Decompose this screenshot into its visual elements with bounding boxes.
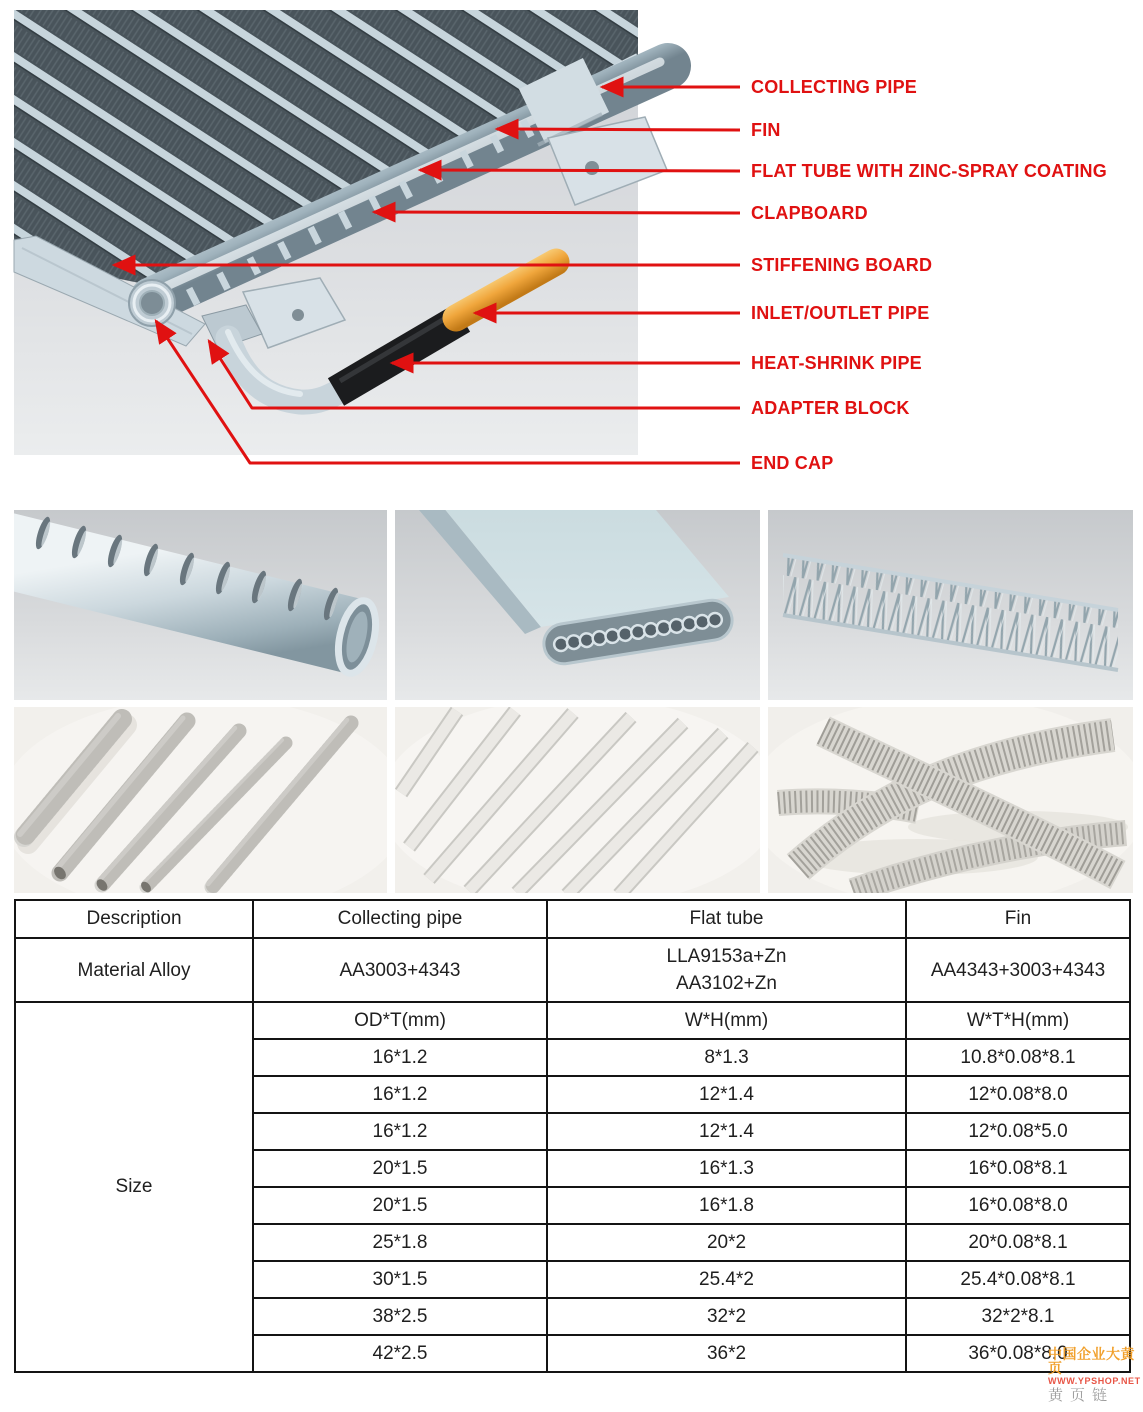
fin-strips-photo-image xyxy=(768,707,1133,893)
table-header-row xyxy=(15,900,1130,938)
size-cell: 12*1.4 xyxy=(547,1113,906,1150)
size-cell: 38*2.5 xyxy=(253,1298,547,1335)
size-cell: 8*1.3 xyxy=(547,1039,906,1076)
spec-table xyxy=(14,899,1131,1373)
size-cell: 16*1.2 xyxy=(253,1076,547,1113)
size-cell: 20*1.5 xyxy=(253,1150,547,1187)
size-cell: 25*1.8 xyxy=(253,1224,547,1261)
watermark-line1: 中国企业大黄页 xyxy=(1048,1346,1135,1376)
serpentine-fin-render-image xyxy=(768,510,1133,700)
size-unit-row xyxy=(15,1002,1130,1039)
col-header-description: Description xyxy=(15,900,253,938)
size-cell: 16*1.8 xyxy=(547,1187,906,1224)
collecting-pipe-render-image xyxy=(14,510,387,700)
material-flat-tube-line1: LLA9153a+Zn xyxy=(666,946,787,967)
size-cell: 12*0.08*8.0 xyxy=(906,1076,1130,1113)
col-header-flat-tube: Flat tube xyxy=(547,900,906,938)
label-inlet-outlet-pipe: INLET/OUTLET PIPE xyxy=(751,303,930,323)
label-fin: FIN xyxy=(751,120,781,140)
col-header-fin: Fin xyxy=(906,900,1130,938)
watermark-line2: WWW.YPSHOP.NET xyxy=(1048,1376,1141,1386)
material-alloy-label: Material Alloy xyxy=(15,938,253,1002)
watermark-line3: 黄页链 xyxy=(1048,1387,1115,1404)
size-cell: 12*1.4 xyxy=(547,1076,906,1113)
aluminum-pipes-photo-image xyxy=(14,707,387,893)
label-flat-tube: FLAT TUBE WITH ZINC-SPRAY COATING xyxy=(751,161,1107,181)
unit-flat-tube: W*H(mm) xyxy=(547,1002,906,1039)
heat-exchanger-render xyxy=(0,0,1143,500)
label-clapboard: CLAPBOARD xyxy=(751,203,868,223)
size-cell: 25.4*2 xyxy=(547,1261,906,1298)
size-cell: 25.4*0.08*8.1 xyxy=(906,1261,1130,1298)
size-cell: 16*1.3 xyxy=(547,1150,906,1187)
size-cell: 36*0.08*8.0 xyxy=(906,1335,1130,1372)
size-cell: 36*2 xyxy=(547,1335,906,1372)
material-fin: AA4343+3003+4343 xyxy=(906,938,1130,1002)
size-cell: 20*2 xyxy=(547,1224,906,1261)
size-cell: 20*0.08*8.1 xyxy=(906,1224,1130,1261)
end-cap-part xyxy=(129,280,175,326)
watermark xyxy=(1048,1347,1143,1403)
flat-tubes-photo-image xyxy=(395,707,760,893)
label-adapter-block: ADAPTER BLOCK xyxy=(751,398,910,418)
material-collecting-pipe: AA3003+4343 xyxy=(253,938,547,1002)
label-heat-shrink-pipe: HEAT-SHRINK PIPE xyxy=(751,353,922,373)
heat-exchanger-diagram xyxy=(0,0,1143,500)
size-label: Size xyxy=(15,1002,253,1372)
label-end-cap: END CAP xyxy=(751,453,834,473)
size-cell: 32*2 xyxy=(547,1298,906,1335)
size-cell: 16*1.2 xyxy=(253,1113,547,1150)
size-cell: 20*1.5 xyxy=(253,1187,547,1224)
size-cell: 10.8*0.08*8.1 xyxy=(906,1039,1130,1076)
size-cell: 32*2*8.1 xyxy=(906,1298,1130,1335)
unit-collecting-pipe: OD*T(mm) xyxy=(253,1002,547,1039)
col-header-collecting-pipe: Collecting pipe xyxy=(253,900,547,938)
material-flat-tube-line2: AA3102+Zn xyxy=(676,973,777,994)
label-collecting-pipe: COLLECTING PIPE xyxy=(751,77,918,97)
size-cell: 42*2.5 xyxy=(253,1335,547,1372)
spec-table-section xyxy=(14,899,1129,1373)
size-cell: 16*1.2 xyxy=(253,1039,547,1076)
size-cell: 12*0.08*5.0 xyxy=(906,1113,1130,1150)
size-cell: 30*1.5 xyxy=(253,1261,547,1298)
flat-tube-render-image xyxy=(395,510,760,700)
unit-fin: W*T*H(mm) xyxy=(906,1002,1130,1039)
size-cell: 16*0.08*8.0 xyxy=(906,1187,1130,1224)
label-stiffening-board: STIFFENING BOARD xyxy=(751,255,933,275)
material-flat-tube xyxy=(547,938,906,1002)
size-cell: 16*0.08*8.1 xyxy=(906,1150,1130,1187)
material-alloy-row xyxy=(15,938,1130,1002)
